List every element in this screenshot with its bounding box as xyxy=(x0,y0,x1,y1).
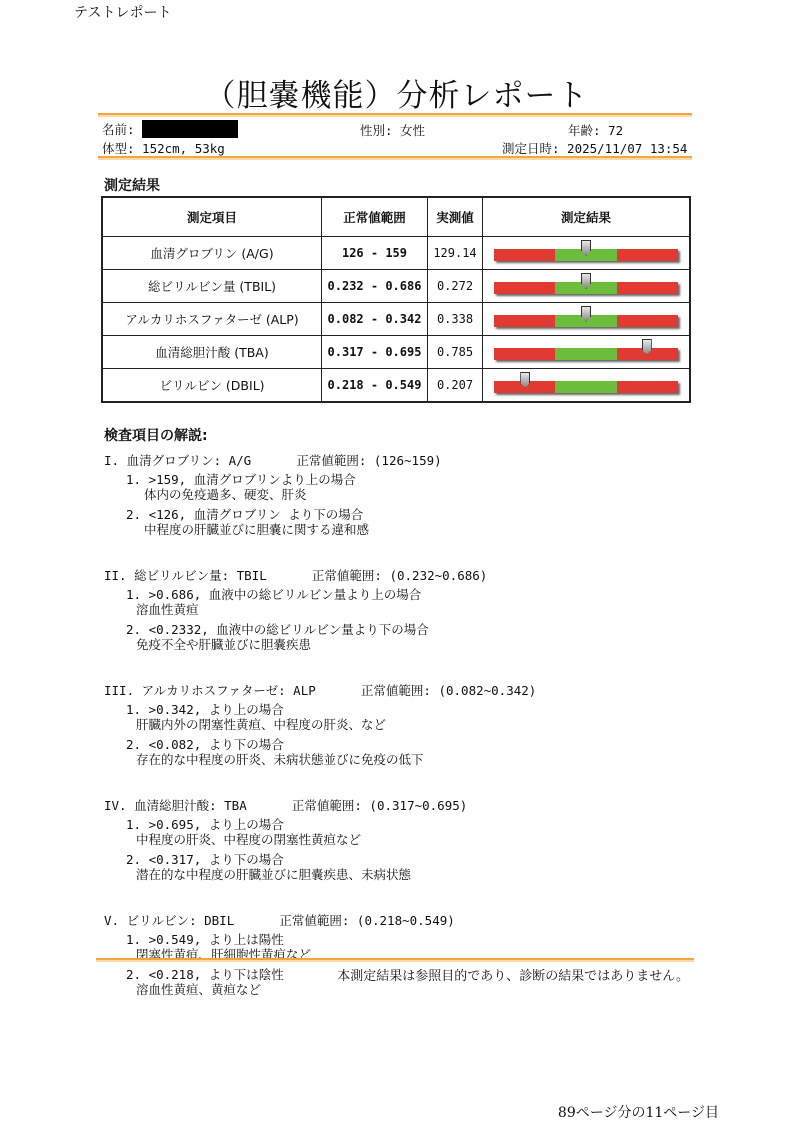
gauge-high-segment xyxy=(617,282,678,294)
measure-datetime: 測定日時: 2025/11/07 13:54 xyxy=(502,141,688,156)
result-range: 0.232 - 0.686 xyxy=(322,270,428,303)
result-range: 0.317 - 0.695 xyxy=(322,336,428,369)
col-header-item: 測定項目 xyxy=(102,197,322,237)
name-redaction xyxy=(142,120,238,138)
result-gauge-cell xyxy=(483,237,691,270)
app-label: テストレポート xyxy=(74,5,172,21)
result-measured: 0.338 xyxy=(428,303,483,336)
result-row xyxy=(102,303,690,336)
patient-name xyxy=(102,120,238,138)
result-measured: 129.14 xyxy=(428,237,483,270)
col-header-range: 正常値範囲 xyxy=(322,197,428,237)
explanation-condition: 2. <0.317, より下の場合 xyxy=(126,852,284,867)
result-gauge xyxy=(494,381,678,393)
gauge-high-segment xyxy=(617,249,678,261)
explanation-description: 中程度の肝臓並びに胆嚢に関する違和感 xyxy=(144,522,370,537)
gauge-low-segment xyxy=(494,348,555,360)
result-range: 126 - 159 xyxy=(322,237,428,270)
result-gauge xyxy=(494,249,678,261)
explanation-heading: I. 血清グロブリン: A/G 正常値範囲: (126~159) xyxy=(104,453,442,468)
gauge-normal-segment xyxy=(555,348,616,360)
result-row xyxy=(102,237,690,270)
explanation-condition: 2. <0.082, より下の場合 xyxy=(126,737,284,752)
result-gauge xyxy=(494,348,678,360)
page-title: （胆嚢機能）分析レポート xyxy=(204,78,589,114)
footer-divider xyxy=(96,958,694,960)
result-gauge-cell xyxy=(483,336,691,369)
page-number: 89ページ分の11ページ目 xyxy=(557,1105,719,1121)
explanation-description: 潜在的な中程度の肝臓並びに胆嚢疾患、未病状態 xyxy=(136,867,412,882)
explanation-description: 体内の免疫過多、硬変、肝炎 xyxy=(144,487,307,502)
col-header-result: 測定結果 xyxy=(483,197,691,237)
result-item: 総ビリルビン量 (TBIL) xyxy=(102,270,322,303)
result-row xyxy=(102,369,690,403)
explanation-description: 肝臓内外の閉塞性黄疸、中程度の肝炎、など xyxy=(136,717,387,732)
gauge-low-segment xyxy=(494,249,555,261)
result-row xyxy=(102,336,690,369)
explanation-condition: 2. <0.2332, 血液中の総ビリルビン量より下の場合 xyxy=(126,622,429,637)
result-gauge-cell xyxy=(483,270,691,303)
result-range: 0.082 - 0.342 xyxy=(322,303,428,336)
patient-sex: 性別: 女性 xyxy=(360,123,426,138)
gauge-low-segment xyxy=(494,282,555,294)
title-divider xyxy=(98,113,692,115)
disclaimer: 本測定結果は参照目的であり、診断の結果ではありません。 xyxy=(337,969,689,984)
result-range: 0.218 - 0.549 xyxy=(322,369,428,403)
result-measured: 0.785 xyxy=(428,336,483,369)
explanation-description: 閉塞性黄疸、肝細胞性黄疸など xyxy=(136,947,312,962)
result-measured: 0.272 xyxy=(428,270,483,303)
result-item: 血清グロブリン (A/G) xyxy=(102,237,322,270)
explanation-condition: 1. >0.342, より上の場合 xyxy=(126,702,284,717)
result-gauge-cell xyxy=(483,303,691,336)
result-measured: 0.207 xyxy=(428,369,483,403)
explanation-condition: 1. >0.549, より上は陽性 xyxy=(126,932,284,947)
result-item: ビリルビン (DBIL) xyxy=(102,369,322,403)
result-item: 血清総胆汁酸 (TBA) xyxy=(102,336,322,369)
result-gauge xyxy=(494,315,678,327)
gauge-high-segment xyxy=(617,315,678,327)
result-row xyxy=(102,270,690,303)
gauge-high-segment xyxy=(617,381,678,393)
gauge-low-segment xyxy=(494,315,555,327)
result-item: アルカリホスファターゼ (ALP) xyxy=(102,303,322,336)
result-gauge-cell xyxy=(483,369,691,403)
explanation-description: 中程度の肝炎、中程度の閉塞性黄疸など xyxy=(136,832,362,847)
explanation-heading: III. アルカリホスファターゼ: ALP 正常値範囲: (0.082~0.342) xyxy=(104,683,537,698)
explanation-condition: 2. <0.218, より下は陰性 xyxy=(126,967,284,982)
explanation-description: 溶血性黄疸 xyxy=(136,602,199,617)
explanation-condition: 2. <126, 血清グロブリン より下の場合 xyxy=(126,507,364,522)
info-divider xyxy=(98,156,692,158)
explanation-heading: V. ビリルビン: DBIL 正常値範囲: (0.218~0.549) xyxy=(104,913,455,928)
results-section-title: 測定結果 xyxy=(104,178,160,194)
explanation-description: 免疫不全や肝臓並びに胆嚢疾患 xyxy=(136,637,312,652)
result-gauge xyxy=(494,282,678,294)
explanation-condition: 1. >159, 血清グロブリンより上の場合 xyxy=(126,472,356,487)
gauge-normal-segment xyxy=(555,381,616,393)
name-label: 名前: xyxy=(102,122,135,137)
explanation-condition: 1. >0.695, より上の場合 xyxy=(126,817,284,832)
results-table xyxy=(101,196,691,403)
results-header-row xyxy=(102,197,690,237)
explanations-section-title: 検査項目の解説: xyxy=(104,428,208,444)
explanation-condition: 1. >0.686, 血液中の総ビリルビン量より上の場合 xyxy=(126,587,422,602)
patient-age: 年齢: 72 xyxy=(568,123,624,138)
explanation-description: 存在的な中程度の肝炎、未病状態並びに免疫の低下 xyxy=(136,752,424,767)
patient-body: 体型: 152cm, 53kg xyxy=(102,141,225,156)
explanation-description: 溶血性黄疸、黄疸など xyxy=(136,982,262,997)
explanation-heading: IV. 血清総胆汁酸: TBA 正常値範囲: (0.317~0.695) xyxy=(104,798,468,813)
col-header-measured: 実測値 xyxy=(428,197,483,237)
explanation-heading: II. 総ビリルビン量: TBIL 正常値範囲: (0.232~0.686) xyxy=(104,568,488,583)
